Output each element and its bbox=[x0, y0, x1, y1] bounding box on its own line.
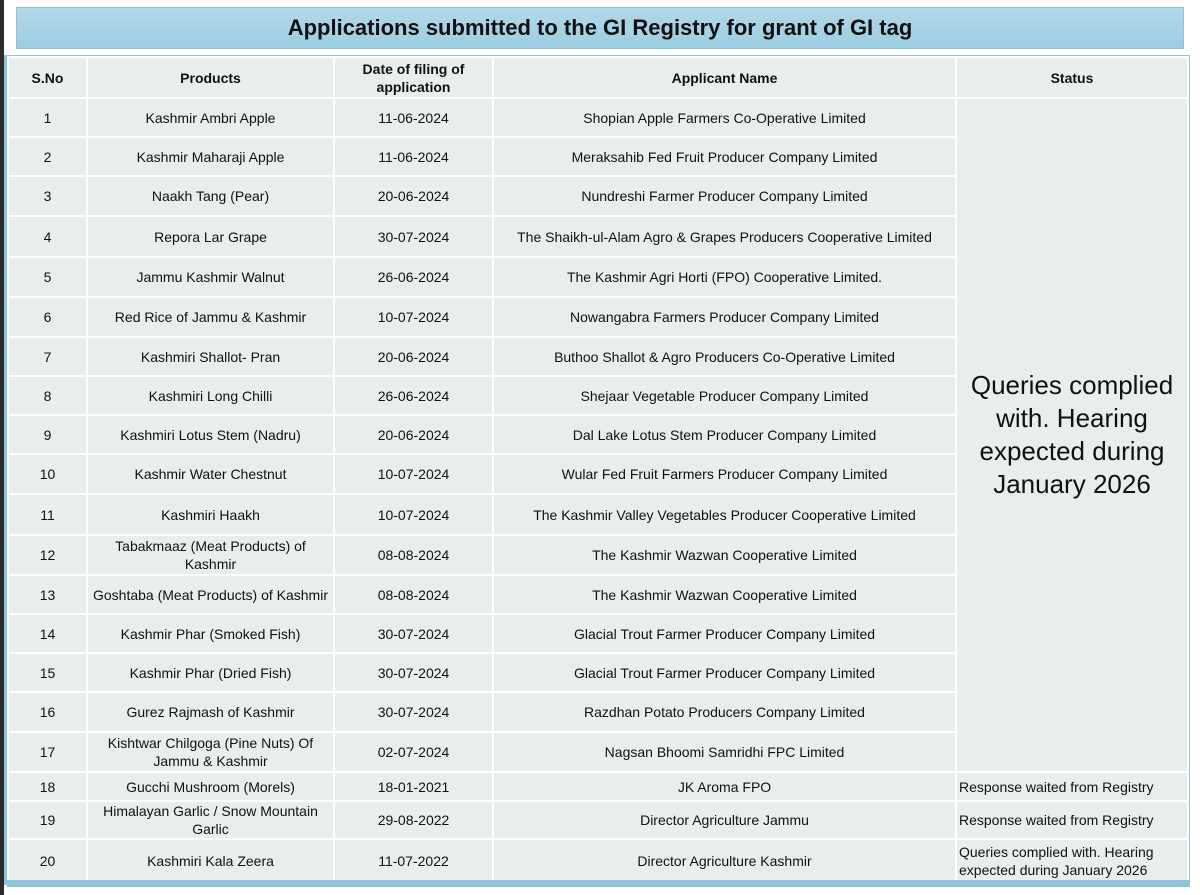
table-body bbox=[8, 98, 1188, 883]
cell-date: 30-07-2024 bbox=[334, 653, 493, 692]
cell-sno: 12 bbox=[8, 535, 87, 575]
cell-status: Response waited from Registry bbox=[956, 801, 1188, 839]
cell-applicant: Buthoo Shallot & Agro Producers Co-Operative Limited bbox=[493, 337, 956, 376]
cell-product: Gucchi Mushroom (Morels) bbox=[87, 772, 334, 801]
cell-date: 26-06-2024 bbox=[334, 376, 493, 415]
cell-date: 08-08-2024 bbox=[334, 575, 493, 614]
cell-sno: 17 bbox=[8, 732, 87, 772]
cell-sno: 1 bbox=[8, 98, 87, 137]
cell-applicant: The Kashmir Wazwan Cooperative Limited bbox=[493, 575, 956, 614]
cell-applicant: Glacial Trout Farmer Producer Company Limited bbox=[493, 614, 956, 653]
cell-applicant: Director Agriculture Kashmir bbox=[493, 839, 956, 883]
cell-product: Jammu Kashmir Walnut bbox=[87, 257, 334, 297]
cell-product: Red Rice of Jammu & Kashmir bbox=[87, 297, 334, 337]
cell-applicant: Wular Fed Fruit Farmers Producer Company Limited bbox=[493, 454, 956, 494]
cell-sno: 16 bbox=[8, 692, 87, 732]
cell-sno: 15 bbox=[8, 653, 87, 692]
header-sno: S.No bbox=[8, 57, 87, 98]
cell-product: Kashmiri Kala Zeera bbox=[87, 839, 334, 883]
cell-date: 10-07-2024 bbox=[334, 494, 493, 535]
cell-date: 11-06-2024 bbox=[334, 137, 493, 176]
cell-sno: 18 bbox=[8, 772, 87, 801]
table-row bbox=[8, 772, 1188, 801]
cell-product: Kashmiri Lotus Stem (Nadru) bbox=[87, 415, 334, 454]
cell-applicant: The Shaikh-ul-Alam Agro & Grapes Producers Cooperative Limited bbox=[493, 216, 956, 257]
cell-applicant: Nundreshi Farmer Producer Company Limited bbox=[493, 176, 956, 216]
cell-applicant: Glacial Trout Farmer Producer Company Limited bbox=[493, 653, 956, 692]
cell-sno: 11 bbox=[8, 494, 87, 535]
cell-status-merged: Queries complied with. Hearing expected during January 2026 bbox=[956, 98, 1188, 772]
cell-sno: 5 bbox=[8, 257, 87, 297]
cell-sno: 19 bbox=[8, 801, 87, 839]
cell-date: 30-07-2024 bbox=[334, 692, 493, 732]
cell-product: Repora Lar Grape bbox=[87, 216, 334, 257]
cell-sno: 6 bbox=[8, 297, 87, 337]
cell-product: Gurez Rajmash of Kashmir bbox=[87, 692, 334, 732]
cell-date: 11-06-2024 bbox=[334, 98, 493, 137]
cell-applicant: The Kashmir Wazwan Cooperative Limited bbox=[493, 535, 956, 575]
table-bottom-border bbox=[7, 880, 1190, 887]
cell-sno: 3 bbox=[8, 176, 87, 216]
cell-status: Response waited from Registry bbox=[956, 772, 1188, 801]
table-row bbox=[8, 98, 1188, 137]
cell-date: 10-07-2024 bbox=[334, 297, 493, 337]
cell-date: 29-08-2022 bbox=[334, 801, 493, 839]
cell-applicant: Razdhan Potato Producers Company Limited bbox=[493, 692, 956, 732]
table-row bbox=[8, 801, 1188, 839]
cell-product: Tabakmaaz (Meat Products) of Kashmir bbox=[87, 535, 334, 575]
header-date: Date of filing of application bbox=[334, 57, 493, 98]
cell-applicant: Shejaar Vegetable Producer Company Limited bbox=[493, 376, 956, 415]
cell-sno: 7 bbox=[8, 337, 87, 376]
cell-date: 08-08-2024 bbox=[334, 535, 493, 575]
page-title: Applications submitted to the GI Registry for grant of GI tag bbox=[16, 7, 1184, 49]
header-products: Products bbox=[87, 57, 334, 98]
cell-date: 20-06-2024 bbox=[334, 337, 493, 376]
cell-date: 02-07-2024 bbox=[334, 732, 493, 772]
cell-applicant: Nowangabra Farmers Producer Company Limited bbox=[493, 297, 956, 337]
cell-product: Kashmir Ambri Apple bbox=[87, 98, 334, 137]
cell-sno: 2 bbox=[8, 137, 87, 176]
cell-applicant: JK Aroma FPO bbox=[493, 772, 956, 801]
cell-date: 26-06-2024 bbox=[334, 257, 493, 297]
cell-date: 18-01-2021 bbox=[334, 772, 493, 801]
table-header-row bbox=[8, 57, 1188, 98]
cell-applicant: Director Agriculture Jammu bbox=[493, 801, 956, 839]
cell-applicant: Shopian Apple Farmers Co-Operative Limited bbox=[493, 98, 956, 137]
cell-sno: 13 bbox=[8, 575, 87, 614]
cell-product: Naakh Tang (Pear) bbox=[87, 176, 334, 216]
cell-product: Himalayan Garlic / Snow Mountain Garlic bbox=[87, 801, 334, 839]
cell-product: Kashmir Phar (Smoked Fish) bbox=[87, 614, 334, 653]
cell-product: Kashmiri Shallot- Pran bbox=[87, 337, 334, 376]
cell-product: Kashmir Maharaji Apple bbox=[87, 137, 334, 176]
header-status: Status bbox=[956, 57, 1188, 98]
gi-applications-table bbox=[7, 56, 1189, 884]
cell-applicant: The Kashmir Valley Vegetables Producer Cooperative Limited bbox=[493, 494, 956, 535]
cell-product: Kashmir Phar (Dried Fish) bbox=[87, 653, 334, 692]
cell-date: 20-06-2024 bbox=[334, 415, 493, 454]
cell-sno: 4 bbox=[8, 216, 87, 257]
cell-sno: 14 bbox=[8, 614, 87, 653]
cell-product: Kashmiri Haakh bbox=[87, 494, 334, 535]
cell-product: Kashmiri Long Chilli bbox=[87, 376, 334, 415]
cell-product: Kishtwar Chilgoga (Pine Nuts) Of Jammu & Kashmir bbox=[87, 732, 334, 772]
cell-status: Queries complied with. Hearing expected during January 2026 bbox=[956, 839, 1188, 883]
cell-sno: 8 bbox=[8, 376, 87, 415]
cell-date: 11-07-2022 bbox=[334, 839, 493, 883]
cell-sno: 9 bbox=[8, 415, 87, 454]
cell-applicant: Meraksahib Fed Fruit Producer Company Limited bbox=[493, 137, 956, 176]
cell-date: 10-07-2024 bbox=[334, 454, 493, 494]
cell-applicant: The Kashmir Agri Horti (FPO) Cooperative Limited. bbox=[493, 257, 956, 297]
table-row bbox=[8, 839, 1188, 883]
cell-product: Kashmir Water Chestnut bbox=[87, 454, 334, 494]
cell-product: Goshtaba (Meat Products) of Kashmir bbox=[87, 575, 334, 614]
cell-applicant: Dal Lake Lotus Stem Producer Company Limited bbox=[493, 415, 956, 454]
cell-applicant: Nagsan Bhoomi Samridhi FPC Limited bbox=[493, 732, 956, 772]
cell-sno: 10 bbox=[8, 454, 87, 494]
cell-date: 30-07-2024 bbox=[334, 614, 493, 653]
cell-date: 30-07-2024 bbox=[334, 216, 493, 257]
cell-sno: 20 bbox=[8, 839, 87, 883]
cell-date: 20-06-2024 bbox=[334, 176, 493, 216]
header-applicant: Applicant Name bbox=[493, 57, 956, 98]
